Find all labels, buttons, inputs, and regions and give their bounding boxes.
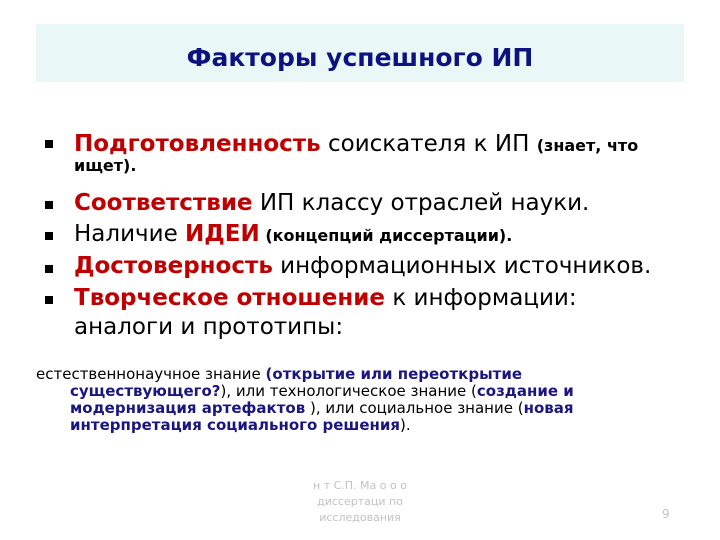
paragraph-emphasis: новая <box>523 399 574 417</box>
paragraph-text: ), или технологическое знание ( <box>220 382 477 400</box>
knowledge-paragraph <box>36 366 686 434</box>
bullet-square-icon <box>45 265 53 273</box>
paragraph-line <box>36 417 686 434</box>
item-text: Наличие <box>74 221 186 247</box>
item-emphasis: Соответствие <box>74 190 253 216</box>
bullet-square-icon <box>45 201 53 209</box>
paragraph-emphasis: создание и <box>476 382 574 400</box>
item-text: соискателя к ИП <box>320 131 537 157</box>
item-emphasis: Творческое отношение <box>74 285 386 311</box>
paragraph-line <box>36 366 686 383</box>
item-note: (концепций диссертации). <box>259 226 513 245</box>
item-line <box>74 220 512 250</box>
item-continuation: аналоги и прототипы: <box>74 314 344 340</box>
paragraph-emphasis: (открытие или переоткрытие <box>265 365 523 383</box>
footer-line: н т С.П. Ма о о о <box>313 479 407 492</box>
paragraph-text: ), или социальное знание ( <box>305 399 524 417</box>
item-emphasis: Достоверность <box>74 253 273 279</box>
bullet-square-icon <box>45 296 53 304</box>
item-text: информационных источников. <box>272 253 652 279</box>
item-line <box>74 189 589 217</box>
item-note: (знает, что <box>536 136 639 155</box>
item-text: к информации: <box>385 285 577 311</box>
slide-footer <box>280 478 440 526</box>
page-number: 9 <box>662 507 670 521</box>
item-line <box>74 130 638 160</box>
item-continuation: ищет). <box>74 156 137 175</box>
item-line <box>74 284 577 312</box>
paragraph-emphasis: модернизация артефактов <box>70 399 306 417</box>
paragraph-text: ). <box>400 416 411 434</box>
paragraph-line <box>36 400 686 417</box>
item-text: ИП классу отраслей науки. <box>252 190 590 216</box>
title-box <box>36 24 684 82</box>
footer-line: исследования <box>319 511 401 524</box>
slide-title: Факторы успешного ИП <box>186 42 534 72</box>
footer-line: диссертаци по <box>317 495 403 508</box>
paragraph-text: естественнонаучное знание <box>36 365 266 383</box>
paragraph-emphasis: интерпретация социального решения <box>70 416 401 434</box>
paragraph-emphasis: существующего? <box>70 382 221 400</box>
bullet-square-icon <box>45 140 53 148</box>
bullet-square-icon <box>45 232 53 240</box>
item-emphasis: ИДЕИ <box>185 221 260 247</box>
paragraph-line <box>36 383 686 400</box>
item-line <box>74 252 651 280</box>
item-emphasis: Подготовленность <box>74 131 321 157</box>
